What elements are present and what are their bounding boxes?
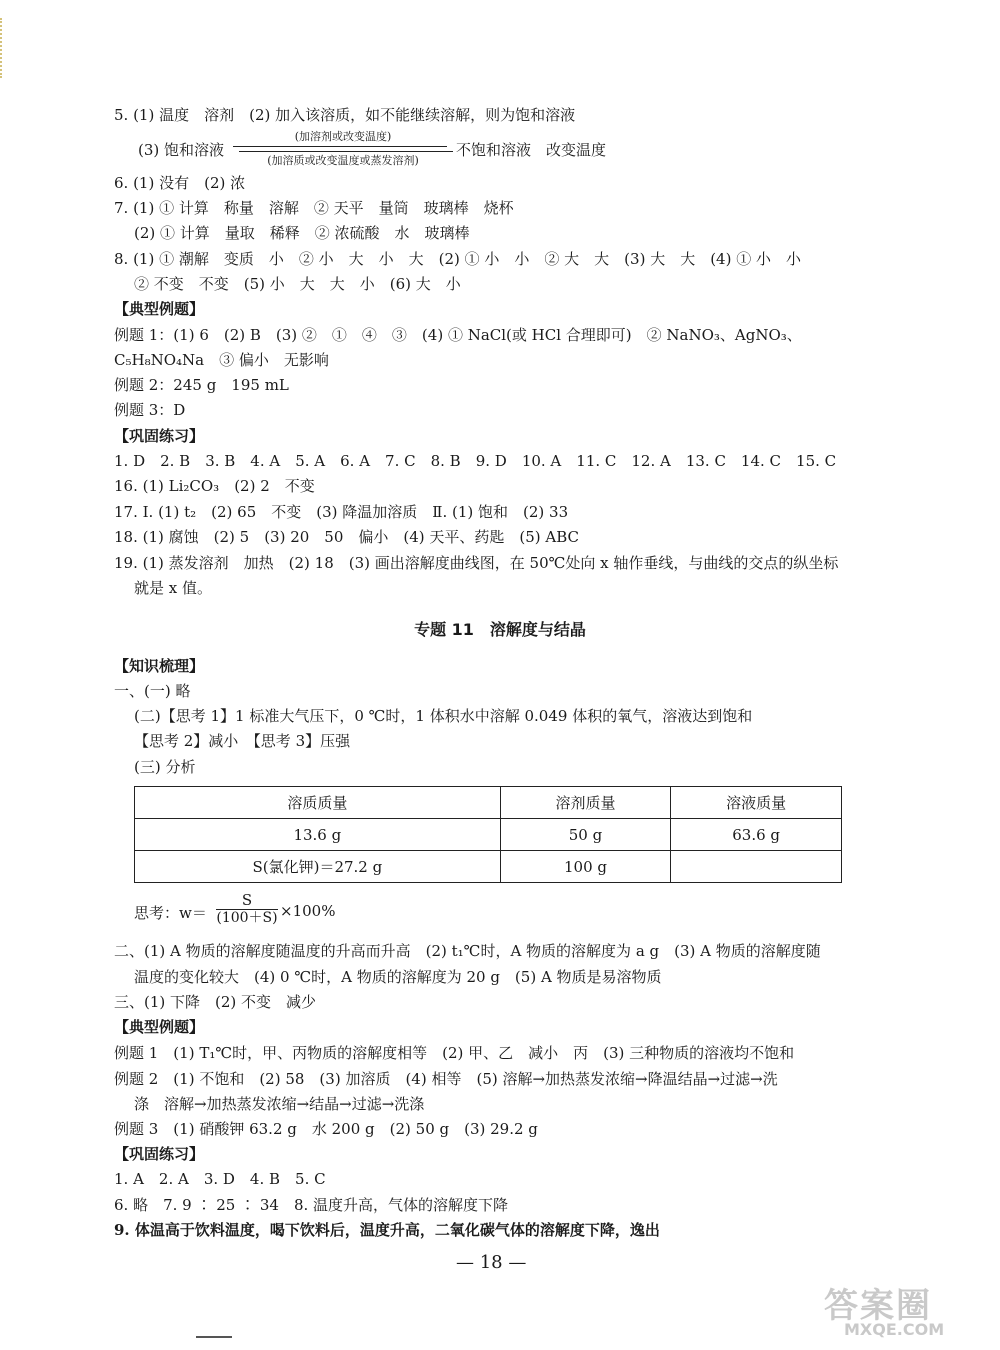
knowledge-2: (二)【思考 1】1 标准大气压下，0 ℃时，1 体积水中溶解 0.049 体积的氧气，溶液达到饱和 xyxy=(134,707,753,725)
table-row xyxy=(135,819,842,851)
section-heading-examples: 【典型例题】 xyxy=(114,300,205,318)
section-heading-practice-2: 【巩固练习】 xyxy=(114,1145,205,1163)
practice-answer-16: 16. (1) Li₂CO₃ (2) 2 不变 xyxy=(114,477,315,495)
watermark-logo xyxy=(824,1278,994,1344)
answer-7-line-2: (2) ① 计算 量取 稀释 ② 浓硫酸 水 玻璃棒 xyxy=(134,224,470,242)
example-b-2-line-1: 例题 2 (1) 不饱和 (2) 58 (3) 加溶质 (4) 相等 (5) 溶解→加热蒸发浓缩→降温结晶→过滤→洗 xyxy=(114,1070,778,1088)
knowledge-part-2-line-1: 二、(1) A 物质的溶解度随温度的升高而升高 (2) t₁℃时，A 物质的溶解度为 a g (3) A 物质的溶解度随 xyxy=(114,942,821,960)
table-cell: 13.6 g xyxy=(135,819,501,851)
formula-denominator: (100＋S) xyxy=(216,910,278,926)
knowledge-3: 【思考 2】减小 【思考 3】压强 xyxy=(134,732,351,750)
practice-answer-17: 17. Ⅰ. (1) t₂ (2) 65 不变 (3) 降温加溶质 Ⅱ. (1) 饱和 (2) 33 xyxy=(114,503,569,521)
formula-fraction xyxy=(216,892,278,927)
right-arrow-line xyxy=(233,146,447,147)
example-1-line-1: 例题 1：(1) 6 (2) B (3) ② ① ④ ③ (4) ① NaCl(或 HCl 合理即可) ② NaNO₃、AgNO₃、 xyxy=(114,326,802,344)
table-cell: 100 g xyxy=(500,851,671,883)
page-number: — 18 — xyxy=(456,1252,527,1273)
table-header-cell: 溶剂质量 xyxy=(500,787,671,819)
formula-prefix: 思考：w＝ xyxy=(134,904,207,922)
example-1-line-2: C₅H₈NO₄Na ③ 偏小 无影响 xyxy=(114,351,329,369)
table-cell: 63.6 g xyxy=(671,819,842,851)
example-b-1: 例题 1 (1) T₁℃时，甲、丙物质的溶解度相等 (2) 甲、乙 减小 丙 (3) 三种物质的溶液均不饱和 xyxy=(114,1044,795,1062)
table-cell: S(氯化钾)＝27.2 g xyxy=(135,851,501,883)
table-header-cell: 溶液质量 xyxy=(671,787,842,819)
section-heading-practice: 【巩固练习】 xyxy=(114,427,205,445)
example-2: 例题 2：245 g 195 mL xyxy=(114,376,289,394)
bottom-edge-mark xyxy=(196,1336,232,1338)
watermark-text: 答案圈 xyxy=(824,1286,932,1326)
answer-7-line-1: 7. (1) ① 计算 称量 溶解 ② 天平 量筒 玻璃棒 烧杯 xyxy=(114,199,514,217)
page-edge-mark xyxy=(0,18,10,78)
example-3: 例题 3：D xyxy=(114,401,186,419)
answer-6: 6. (1) 没有 (2) 浓 xyxy=(114,174,246,192)
practice-answers-1-15: 1. D 2. B 3. B 4. A 5. A 6. A 7. C 8. B 9. D 10. A 11. C 12. A 13. C 14. C 15. C xyxy=(114,452,837,470)
practice-b-6-8: 6. 略 7. 9 ∶ 25 ∶ 34 8. 温度升高，气体的溶解度下降 xyxy=(114,1196,509,1214)
table-row xyxy=(135,851,842,883)
arrow-conditions xyxy=(233,130,453,170)
solution-mass-table xyxy=(134,786,842,883)
practice-answer-18: 18. (1) 腐蚀 (2) 5 (3) 20 50 偏小 (4) 天平、药匙 (5) ABC xyxy=(114,528,580,546)
formula-suffix: ×100% xyxy=(280,902,336,920)
answer-8-line-2: ② 不变 不变 (5) 小 大 大 小 (6) 大 小 xyxy=(134,275,461,293)
knowledge-1: 一、(一) 略 xyxy=(114,682,191,700)
practice-answer-19-line-2: 就是 x 值。 xyxy=(134,579,212,597)
section-heading-knowledge: 【知识梳理】 xyxy=(114,657,205,675)
answer-8-line-1: 8. (1) ① 潮解 变质 小 ② 小 大 小 大 (2) ① 小 小 ② 大 大 (3) 大 大 (4) ① 小 小 xyxy=(114,250,801,268)
reversible-arrow-equation xyxy=(138,130,628,170)
arrow-condition-above: (加溶剂或改变温度) xyxy=(294,130,392,143)
unsaturated-solution-label: 不饱和溶液 改变温度 xyxy=(456,141,607,159)
left-arrow-line xyxy=(239,151,453,152)
knowledge-part-2-line-2: 温度的变化较大 (4) 0 ℃时，A 物质的溶解度为 20 g (5) A 物质是易溶物质 xyxy=(134,968,662,986)
chapter-title: 专题 11 溶解度与结晶 xyxy=(414,620,586,639)
knowledge-part-3: 三、(1) 下降 (2) 不变 减少 xyxy=(114,993,317,1011)
table-cell: 50 g xyxy=(500,819,671,851)
practice-b-9: 9. 体温高于饮料温度，喝下饮料后，温度升高，二氧化碳气体的溶解度下降，逸出 xyxy=(114,1221,660,1239)
section-heading-examples-2: 【典型例题】 xyxy=(114,1018,205,1036)
arrow-condition-below: (加溶质或改变温度或蒸发溶剂) xyxy=(267,154,419,167)
table-cell xyxy=(671,851,842,883)
example-b-3: 例题 3 (1) 硝酸钾 63.2 g 水 200 g (2) 50 g (3) 29.2 g xyxy=(114,1120,538,1138)
formula-numerator: S xyxy=(241,891,253,909)
saturated-solution-label: (3) 饱和溶液 xyxy=(138,141,225,159)
answer-5-line-1: 5. (1) 温度 溶剂 (2) 加入该溶质，如不能继续溶解，则为饱和溶液 xyxy=(114,106,576,124)
practice-b-1-5: 1. A 2. A 3. D 4. B 5. C xyxy=(114,1170,326,1188)
table-header-cell: 溶质质量 xyxy=(135,787,501,819)
example-b-2-line-2: 涤 溶解→加热蒸发浓缩→结晶→过滤→洗涤 xyxy=(134,1095,425,1113)
table-header-row xyxy=(135,787,842,819)
practice-answer-19-line-1: 19. (1) 蒸发溶剂 加热 (2) 18 (3) 画出溶解度曲线图，在 50℃处向 x 轴作垂线，与曲线的交点的纵坐标 xyxy=(114,554,839,572)
watermark-url: MXQE.COM xyxy=(844,1320,945,1339)
knowledge-4: (三) 分析 xyxy=(134,758,196,776)
